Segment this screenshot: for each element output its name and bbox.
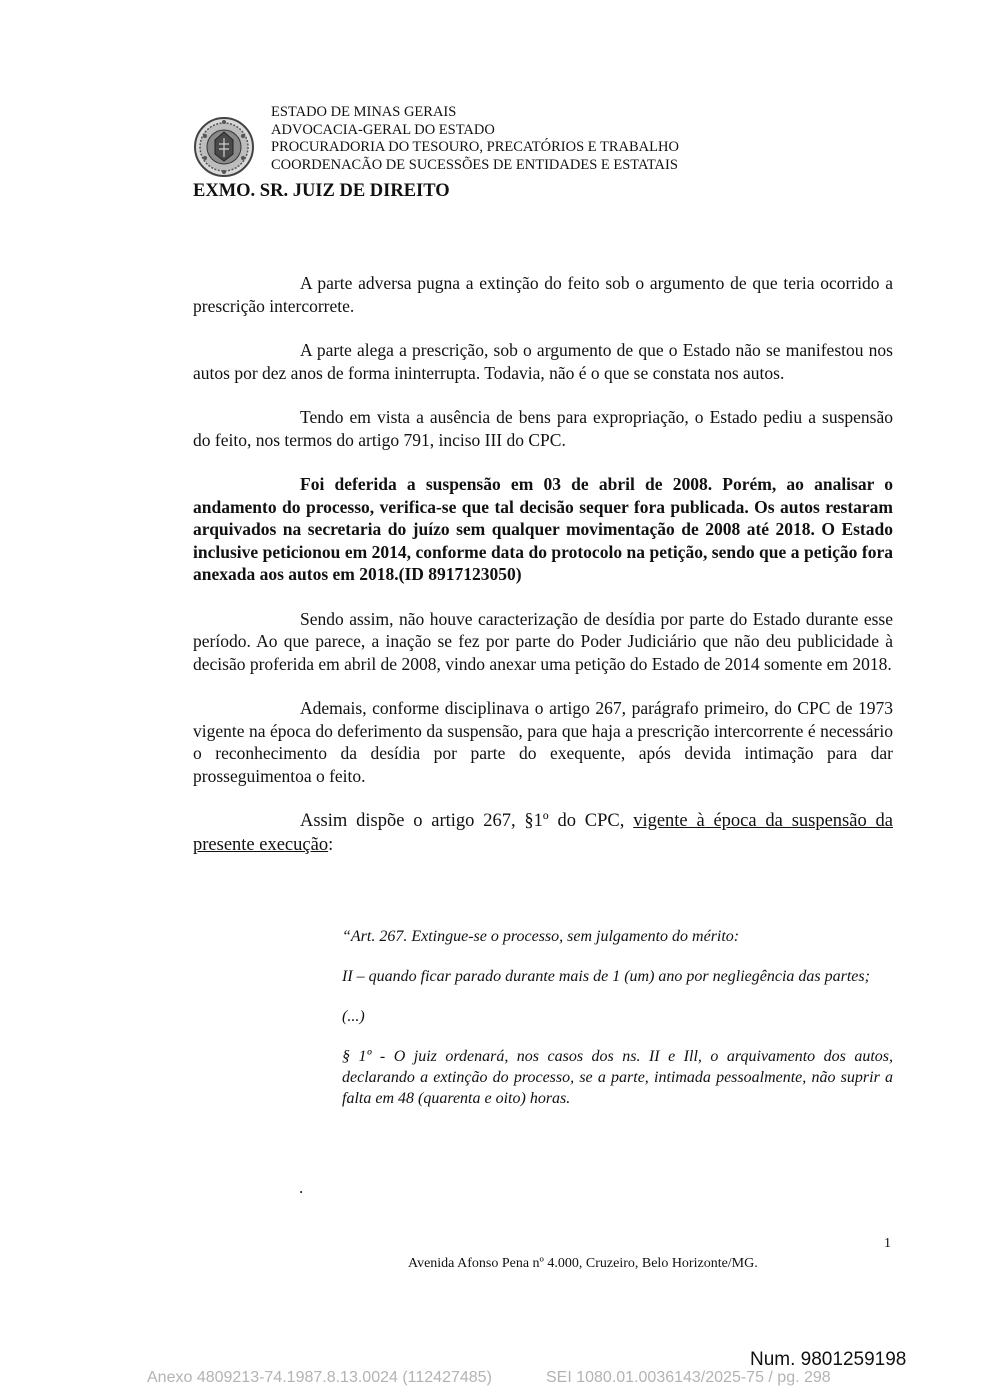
page-number: 1: [884, 1236, 891, 1251]
quote-paragraph-1: § 1º - O juiz ordenará, nos casos dos ns. II e Ill, o arquivamento dos autos, declarando a extinção do processo, se a parte, intimada pessoalmente, não suprir a falta em 48 (quarenta e oito) horas.: [342, 1048, 893, 1107]
paragraph-6: Ademais, conforme disciplinava o artigo 267, parágrafo primeiro, do CPC de 1973 vigente na época do deferimento da suspensão, para que haja a prescrição intercorrente é necessário o reconhecimento da desídia por parte do exequente, após devida intimação para dar prosseguimentoa o feito.: [193, 698, 893, 786]
paragraph-1: A parte adversa pugna a extinção do feito sob o argumento de que teria ocorrido a prescrição intercorrete.: [193, 273, 893, 316]
state-coat-of-arms-icon: [193, 116, 255, 178]
paragraph-3: Tendo em vista a ausência de bens para expropriação, o Estado pediu a suspensão do feito, nos termos do artigo 791, inciso III do CPC.: [193, 407, 893, 450]
paragraph-2: A parte alega a prescrição, sob o argumento de que o Estado não se manifestou nos autos por dez anos de forma ininterrupta. Todavia, não é o que se constata nos autos.: [193, 340, 893, 383]
letterhead: [271, 104, 679, 174]
sei-reference: SEI 1080.01.0036143/2025-75 / pg. 298: [546, 1369, 831, 1386]
letterhead-line-coordination: COORDENACÃO DE SUCESSÕES DE ENTIDADES E ESTATAIS: [271, 156, 678, 173]
paragraph-7-lead: Assim dispõe o artigo 267, §1º do CPC,: [300, 811, 634, 831]
letterhead-line-office: PROCURADORIA DO TESOURO, PRECATÓRIOS E TRABALHO: [271, 139, 679, 155]
quote-item-ii: II – quando ficar parado durante mais de 1 (um) ano por negliegência das partes;: [342, 968, 870, 985]
stray-dot: .: [299, 1178, 304, 1197]
document-number: Num. 9801259198: [750, 1349, 907, 1370]
letterhead-line-agency: ADVOCACIA-GERAL DO ESTADO: [271, 121, 495, 138]
quote-ellipsis: (...): [342, 1008, 365, 1025]
paragraph-4-bold: Foi deferida a suspensão em 03 de abril de 2008. Porém, ao analisar o andamento do processo, verifica-se que tal decisão sequer fora publicada. Os autos restaram arquivados na secretaria do juízo sem qualquer movimentação de 2008 até 2018. O Estado inclusive peticionou em 2014, conforme data do protocolo na petição, sendo que a petição fora anexada aos autos em 2018.(ID 8917123050): [193, 474, 893, 584]
paragraph-7-underlined: vigente à época da suspensão da presente execução: [193, 811, 893, 855]
statute-quote: [342, 926, 893, 1128]
footer-address: Avenida Afonso Pena nº 4.000, Cruzeiro, Belo Horizonte/MG.: [408, 1256, 758, 1271]
paragraph-5: Sendo assim, não houve caracterização de desídia por parte do Estado durante esse período. Ao que parece, a inação se fez por parte do Poder Judiciário que não deu publicidade à decisão proferida em abril de 2008, vindo anexar uma petição do Estado de 2014 somente em 2018.: [193, 608, 893, 674]
annex-reference: Anexo 4809213-74.1987.8.13.0024 (112427485): [147, 1369, 492, 1386]
paragraph-7: [193, 809, 893, 857]
letterhead-line-state: ESTADO DE MINAS GERAIS: [271, 104, 457, 120]
quote-article-heading: “Art. 267. Extingue-se o processo, sem julgamento do mérito:: [342, 928, 740, 945]
addressee-heading: EXMO. SR. JUIZ DE DIREITO: [193, 181, 450, 201]
paragraph-7-tail: :: [328, 835, 334, 855]
document-body: [193, 272, 893, 879]
